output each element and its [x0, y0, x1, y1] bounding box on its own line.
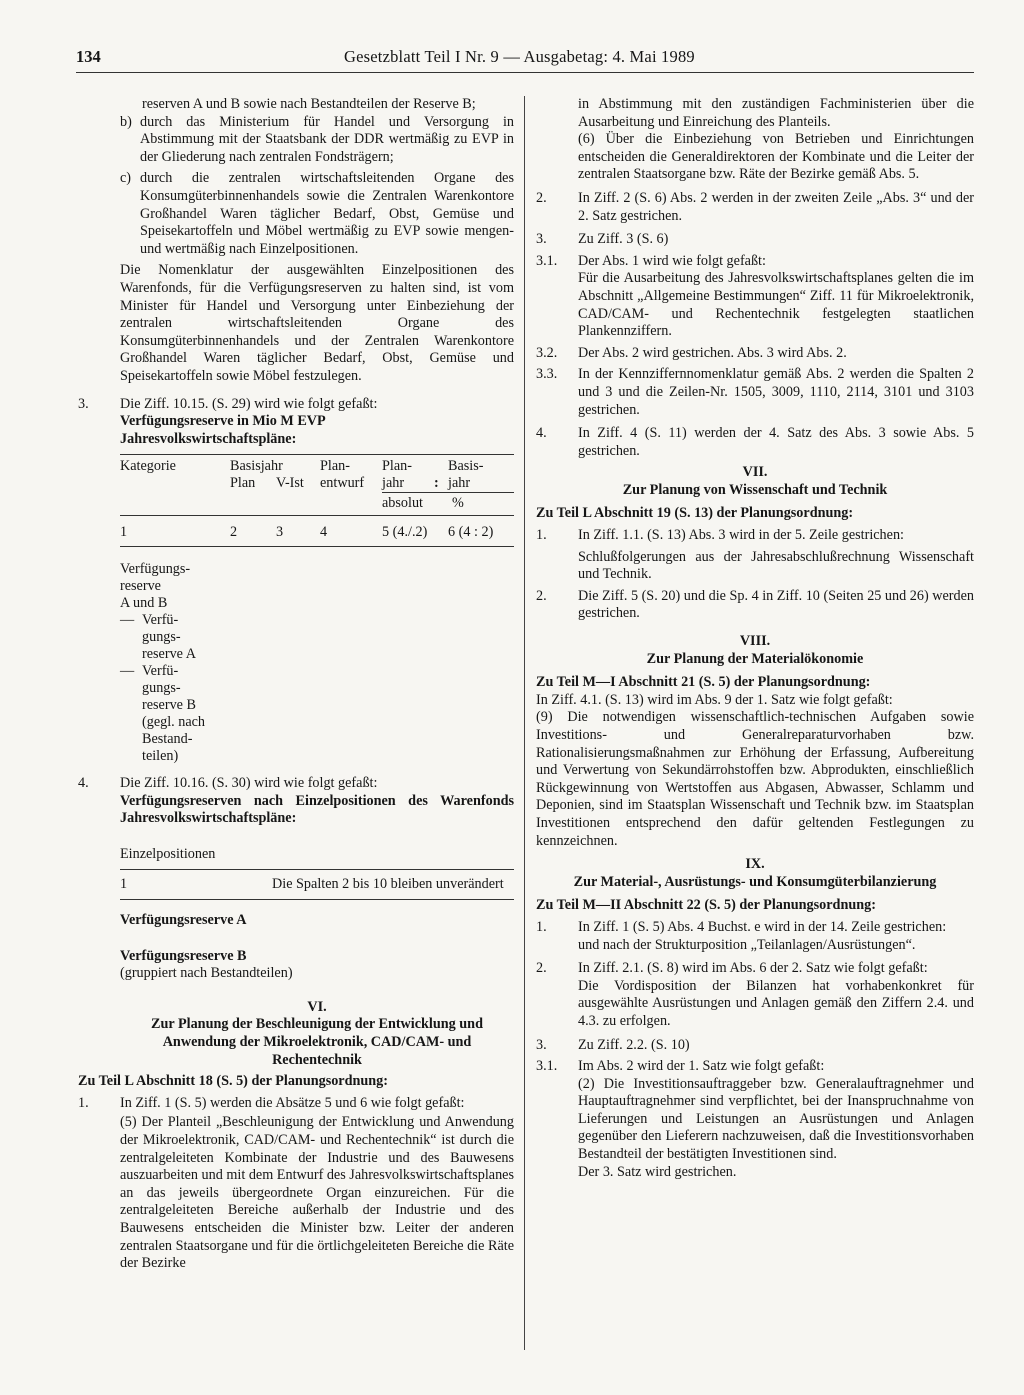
item-text: In Ziff. 1 (S. 5) Abs. 4 Buchst. e wird in der 14. Zeile gestrichen:	[578, 918, 947, 935]
section-vi-title: Zur Planung der Beschleunigung der Entwicklung und Anwendung der Mikroelektronik, CAD/CAM- und Rechentechnik	[151, 1016, 483, 1068]
item-text: In der Kennziffernnomenklatur gemäß Abs. 2 werden die Spalten 2 und 3 und die Zeilen-Nr. 1505, 3009, 1110, 2114, 3101 und 3103 gestrichen.	[578, 366, 974, 418]
item-text: Die Ziff. 10.16. (S. 30) wird wie folgt gefaßt:	[120, 775, 378, 792]
col-basis: jahr	[448, 475, 471, 492]
list-item-c	[78, 170, 514, 258]
section-vii-number: VII.	[742, 464, 768, 481]
list-label: b)	[120, 113, 132, 130]
table-cell: 1	[120, 524, 128, 541]
left-column	[78, 96, 514, 1273]
item-text: In Ziff. 2 (S. 6) Abs. 2 werden in der zweiten Zeile „Abs. 3“ und der 2. Satz gestrichen.	[578, 189, 974, 224]
row-label: gungs-	[142, 629, 181, 646]
table-cell: 5 (4./.2)	[382, 524, 428, 541]
col-vist: V-Ist	[276, 475, 304, 492]
row-label: Verfü-	[142, 612, 179, 629]
col-colon: :	[434, 475, 439, 492]
item-text: In Ziff. 4 (S. 11) werden der 4. Satz des Abs. 3 sowie Abs. 5 gestrichen.	[578, 425, 974, 459]
page-header	[76, 48, 976, 70]
item-number: 1.	[78, 1094, 89, 1111]
ix-item-2	[536, 960, 974, 978]
section-ix-subtitle: Zu Teil M—II Abschnitt 22 (S. 5) der Planungsordnung:	[536, 897, 876, 914]
paragraph-6: (6) Über die Einbeziehung von Betrieben und Einrichtungen entscheiden die Generaldirektoren der Kombinate und die Leiter der zentralen Staatsorgane bzw. Räte der Bezirke gemäß Abs. 5.	[578, 131, 974, 183]
item-number: 3.	[78, 395, 89, 412]
list-item-b	[78, 114, 514, 167]
list-text: durch das Ministerium für Handel und Versorgung in Abstimmung mit der Staatsbank der DDR wertmäßig zu EVP in der Gliederung nach zentralen Fondsträgern;	[140, 113, 514, 165]
col-plan: Plan	[230, 475, 256, 492]
paragraph-nomenklatur: Die Nomenklatur der ausgewählten Einzelpositionen des Warenfonds, für die Verfügungsreserven zu halten sind, ist vom Minister für Handel und Versorgung unter Einbeziehung der zentralen wirtschaftsleitenden Organe des Konsumgüterbinnenhandels und der Zentralen Warenkontore Großhandel Waren täglicher Bedarf, Obst, Gemüse und Speisekartoffeln sowie Möbel festzulegen.	[120, 262, 514, 384]
col-plan-top: Plan-	[320, 458, 350, 475]
item-number: 2.	[536, 960, 547, 977]
dash-marker: —	[120, 663, 135, 680]
paragraph-continued: in Abstimmung mit den zuständigen Fachministerien über die Ausarbeitung und Einreichung des Planteils.	[578, 96, 974, 130]
einzelpositionen-table	[120, 846, 514, 900]
ix-item-3-1-last: Der 3. Satz wird gestrichen.	[578, 1163, 737, 1180]
item-text: Der Abs. 2 wird gestrichen. Abs. 3 wird Abs. 2.	[578, 344, 847, 361]
item-number: 3.	[536, 231, 547, 248]
row-label: Bestand-	[142, 731, 193, 748]
item-number: 3.2.	[536, 344, 558, 361]
table-cell: 4	[320, 524, 328, 541]
item-number: 3.3.	[536, 366, 558, 383]
table-cell: 3	[276, 524, 284, 541]
item-4	[78, 775, 514, 793]
item-text: Die Ziff. 10.15. (S. 29) wird wie folgt gefaßt:	[120, 395, 378, 412]
ix-item-2-body: Die Vordisposition der Bilanzen hat vorhabenkonkret für ausgewählte Ausrüstungen und Anlagen gemäß den Ziffern 2.4. und 4.3. zu erfolgen.	[578, 977, 974, 1029]
col-planentwurf: entwurf	[320, 475, 365, 492]
reserve-b-label: Verfügungsreserve B	[120, 947, 247, 964]
item-number: 4.	[536, 425, 547, 442]
row-label: Verfü-	[142, 663, 179, 680]
table-cell: 2	[230, 524, 238, 541]
ix-item-3-1	[536, 1058, 974, 1076]
vi-item-2	[536, 190, 974, 225]
row-label: reserve B	[142, 697, 196, 714]
section-viii-subtitle: Zu Teil M—I Abschnitt 21 (S. 5) der Planungsordnung:	[536, 674, 871, 691]
row-label: Verfügungs-	[120, 561, 191, 578]
vi-item-4	[536, 425, 974, 460]
item-number: 3.1.	[536, 252, 558, 269]
dash-marker: —	[120, 612, 135, 629]
item-text: Die Ziff. 5 (S. 20) und die Sp. 4 in Ziff. 10 (Seiten 25 und 26) werden gestrichen.	[578, 587, 974, 622]
vi-paragraph-5: (5) Der Planteil „Beschleunigung der Entwicklung und Anwendung der Mikroelektronik, CAD/CAM- und Rechentechnik“ ist durch die zentralgeleiteten Kombinate der Industrie und des Bauwesens auszuarbeiten und mit dem Entwurf des Jahresvolkswirtschaftsplanes an das jeweils übergeordnete Organ einzureichen. Für die zentralgeleiteten Bereiche außerhalb der Industrie und des Bauwesens entscheiden die Minister bzw. Leiter der anderen zentralen Staatsorgane und für die örtlichgeleiteten Bereiche die Räte der Bezirke	[120, 1114, 514, 1272]
vii-item-1	[536, 527, 974, 545]
col-kategorie: Kategorie	[120, 458, 176, 475]
right-column	[536, 96, 974, 1181]
row-label: (gegl. nach	[142, 714, 206, 731]
item-text: In Ziff. 2.1. (S. 8) wird im Abs. 6 der 2. Satz wie folgt gefaßt:	[578, 960, 928, 977]
paragraph-intro: reserven A und B sowie nach Bestandteilen der Reserve B;	[142, 96, 476, 112]
item-number: 2.	[536, 587, 547, 604]
table1-subheading: Jahresvolkswirtschaftspläne:	[120, 430, 297, 447]
item-number: 3.1.	[536, 1058, 558, 1075]
viii-paragraph-9: (9) Die notwendigen wissenschaftlich-technischen Aufgaben sowie Investitions- und Generalreparaturvorhaben bzw. Rationalisierungsmaßnahmen zur Erhöhung der Erfassung, Aufbereitung und Verwertung von Sekundärrohstoffen bzw. Abprodukten, einschließlich Rückgewinnung von Wertstoffen aus Abgasen, Abwasser, Schlamm und Deponien, sind im Staatsplan Wissenschaft und Technik bzw. im Staatsplan Investitionen entsprechend den dafür geltenden Festlegungen zu kennzeichnen.	[536, 709, 974, 849]
table2-heading: Verfügungsreserven nach Einzelpositionen des Warenfonds Jahresvolkswirtschaftspläne:	[120, 792, 514, 827]
item-text: Zu Ziff. 3 (S. 6)	[578, 231, 669, 248]
item-text: In Ziff. 1 (S. 5) werden die Absätze 5 und 6 wie folgt gefaßt:	[120, 1094, 465, 1111]
item-text: Der Abs. 1 wird wie folgt gefaßt:	[578, 252, 766, 269]
list-label: c)	[120, 170, 132, 187]
col-percent: %	[448, 493, 514, 516]
section-vii-subtitle: Zu Teil L Abschnitt 19 (S. 13) der Planungsordnung:	[536, 505, 854, 522]
section-viii-number: VIII.	[739, 633, 771, 650]
vi-item-3	[536, 231, 974, 249]
col-planjahr: jahr	[382, 475, 405, 492]
viii-text: In Ziff. 4.1. (S. 13) wird im Abs. 9 der 1. Satz wie folgt gefaßt:	[536, 691, 893, 708]
row-label: gungs-	[142, 680, 181, 697]
vii-item-1-body: Schlußfolgerungen aus der Jahresabschlußrechnung Wissenschaft und Technik.	[578, 548, 974, 583]
ix-item-1	[536, 919, 974, 937]
item-3	[78, 396, 514, 414]
vii-item-2	[536, 588, 974, 623]
item-text: Zu Ziff. 2.2. (S. 10)	[578, 1036, 690, 1053]
row-reserve-a	[120, 612, 514, 663]
item-number: 1.	[536, 918, 547, 935]
reserve-a-label: Verfügungsreserve A	[120, 912, 247, 929]
section-ix-number: IX.	[745, 856, 765, 873]
row-reserve-ab	[120, 561, 514, 612]
vi-item-3-3	[536, 366, 974, 419]
table-cell: 6 (4 : 2)	[448, 524, 494, 541]
ix-item-3-1-body: (2) Die Investitionsauftraggeber bzw. Generalauftragnehmer und Hauptauftragnehmer sind verpflichtet, bei der Inanspruchnahme von Lieferungen und Leistungen an Ausrüstungen und Anlagen gegenüber den Lieferern nachzuweisen, daß die Investitionsvorhaben Bestandteil der bestätigten Investitionen sind.	[578, 1075, 974, 1163]
section-viii-title: Zur Planung der Materialökonomie	[646, 650, 864, 667]
section-ix-title: Zur Material-, Ausrüstungs- und Konsumgüterbilanzierung	[573, 873, 937, 890]
reserve-b-note: (gruppiert nach Bestandteilen)	[120, 965, 293, 982]
row-reserve-b	[120, 663, 514, 765]
table-cell: 1	[120, 876, 128, 893]
row-label: reserve	[120, 578, 161, 595]
page-title: Gesetzblatt Teil I Nr. 9 — Ausgabetag: 4. Mai 1989	[344, 47, 695, 66]
table1-heading: Verfügungsreserve in Mio M EVP	[120, 413, 326, 430]
row-label: teilen)	[142, 748, 179, 765]
item-number: 2.	[536, 189, 547, 206]
row-label: reserve A	[142, 646, 196, 663]
item-text: Im Abs. 2 wird der 1. Satz wie folgt gefaßt:	[578, 1058, 825, 1075]
ix-item-3	[536, 1037, 974, 1055]
vi-item-3-2	[536, 345, 974, 363]
col-planjahr-top: Plan-	[382, 458, 412, 475]
section-vi-subtitle: Zu Teil L Abschnitt 18 (S. 5) der Planungsordnung:	[78, 1073, 388, 1090]
col-absolut: absolut	[382, 493, 434, 516]
page-number: 134	[76, 47, 101, 66]
reserve-table	[120, 454, 514, 765]
item-number: 3.	[536, 1036, 547, 1053]
vi-item-3-1	[536, 253, 974, 271]
item-number: 4.	[78, 775, 89, 792]
header-rule	[76, 72, 974, 73]
vi-item-3-1-body: Für die Ausarbeitung des Jahresvolkswirtschaftsplanes gelten die im Abschnitt „Allgemeine Bestimmungen“ Ziff. 11 für Mikroelektronik, CAD/CAM- und Rechentechnik festgelegten staatlichen Plankennziffern.	[578, 270, 974, 340]
table-cell: Die Spalten 2 bis 10 bleiben unverändert	[272, 876, 504, 893]
col-basisjahr: Basisjahr	[230, 458, 283, 475]
col-basis-top: Basis-	[448, 458, 484, 475]
vi-item-1	[78, 1095, 514, 1113]
row-label: A und B	[120, 595, 168, 612]
section-vi-number: VI.	[307, 998, 327, 1015]
section-vii-title: Zur Planung von Wissenschaft und Technik	[622, 481, 888, 498]
item-text: In Ziff. 1.1. (S. 13) Abs. 3 wird in der 5. Zeile gestrichen:	[578, 527, 904, 544]
ix-item-1-body: und nach der Strukturposition „Teilanlagen/Ausrüstungen“.	[578, 936, 916, 953]
item-number: 1.	[536, 527, 547, 544]
column-divider	[524, 96, 525, 1350]
list-text: durch die zentralen wirtschaftsleitenden Organe des Konsumgüterbinnenhandels sowie die Zentralen Warenkontore Großhandel Waren täglicher Bedarf, Obst, Gemüse und Speisekartoffeln und Möbel wertmäßig zu EVP sowie mengen- und wertmäßig nach Einzelpositionen.	[140, 170, 514, 257]
col-einzelpositionen: Einzelpositionen	[120, 846, 216, 863]
